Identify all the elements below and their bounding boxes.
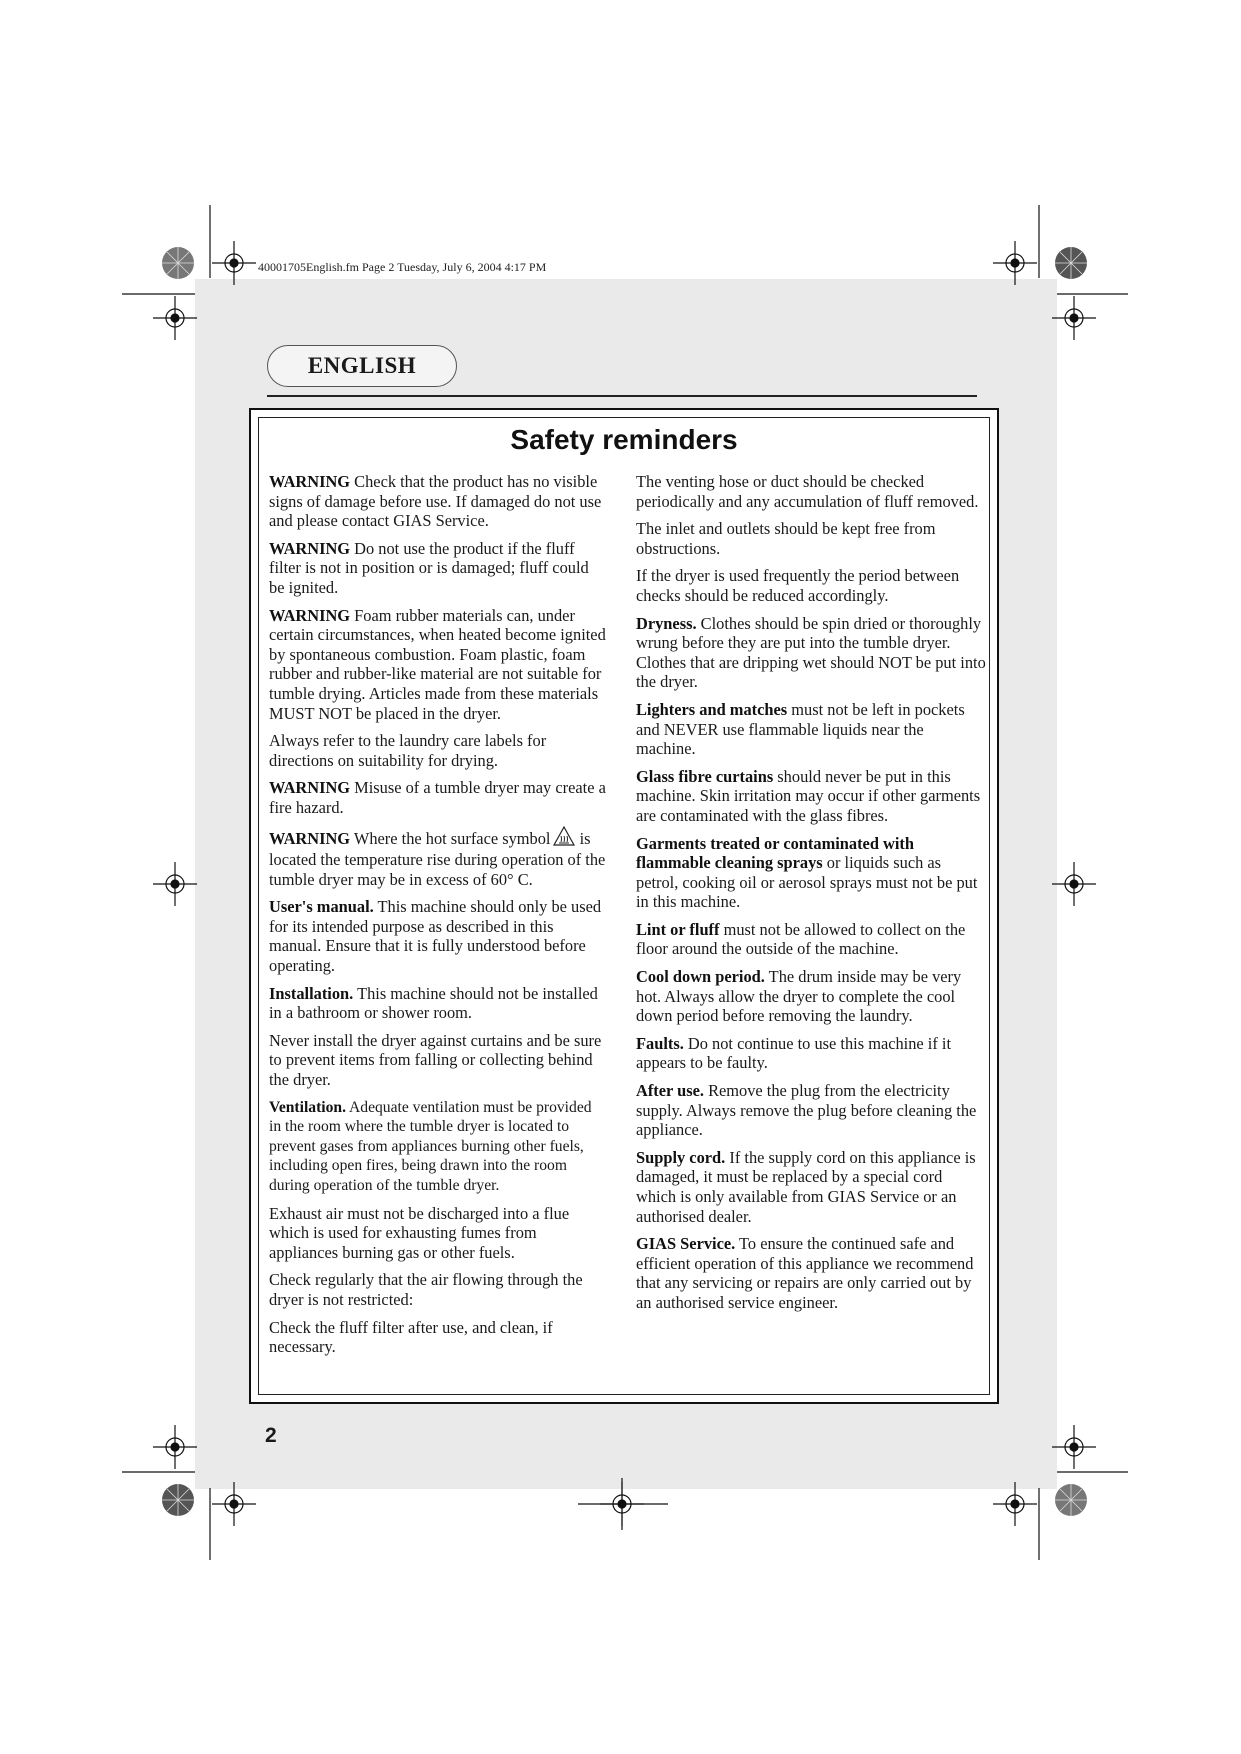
hot-surface-icon [553, 826, 575, 851]
paragraph-text: Never install the dryer against curtains and be sure to prevent items from falling or collecting behind the dryer. [269, 1030, 602, 1090]
paragraph-lead: Cool down period. [636, 967, 765, 987]
paragraph [269, 1270, 607, 1309]
safety-box [249, 408, 999, 1404]
language-tab [267, 345, 457, 387]
paragraph-lead: WARNING [269, 472, 351, 491]
left-column [269, 472, 607, 1365]
paragraph-lead: Dryness. [636, 613, 697, 633]
paragraph-text: should never be put in this machine. Skin irritation may occur if other garments are contaminated with the glass fibres. [636, 766, 981, 825]
page-number: 2 [265, 1424, 277, 1447]
print-slug: 40001705English.fm Page 2 Tuesday, July 6, 2004 4:17 PM [258, 260, 547, 274]
paragraph [269, 1318, 607, 1357]
paragraph-text: Do not continue to use this machine if it appears to be faulty. [636, 1033, 952, 1073]
paragraph-text: Check regularly that the air flowing through the dryer is not restricted: [269, 1270, 583, 1309]
paragraph [269, 1031, 607, 1090]
paragraph [269, 897, 607, 975]
paragraph-text: If the dryer is used frequently the period between checks should be reduced accordingly. [636, 566, 960, 605]
paragraph [269, 472, 607, 531]
paragraph-lead: Faults. [636, 1033, 684, 1053]
paragraph-text: Misuse of a tumble dryer may create a fire hazard. [269, 778, 606, 817]
paragraph [636, 519, 986, 558]
paragraph-lead: Lighters and matches [636, 699, 788, 719]
paragraph-text: Do not use the product if the fluff filter is not in position or is damaged; fluff could be ignited. [269, 538, 589, 597]
paragraph-text: To ensure the continued safe and efficient operation of this appliance we recommend that any servicing or repairs are only carried out by an authorised service engineer. [636, 1234, 974, 1312]
paragraph-lead: WARNING [269, 828, 351, 848]
paragraph-text: The inlet and outlets should be kept free from obstructions. [636, 519, 936, 558]
paragraph-text: must not be allowed to collect on the floor around the outside of the machine. [636, 919, 966, 959]
paragraph [269, 1098, 607, 1196]
paragraph-text: Check the fluff filter after use, and clean, if necessary. [269, 1317, 553, 1357]
right-column [636, 472, 986, 1321]
paragraph [269, 1204, 607, 1263]
paragraph-text: Always refer to the laundry care labels for directions on suitability for drying. [269, 731, 547, 770]
paragraph-lead: Garments treated or contaminated with flammable cleaning sprays [636, 833, 914, 873]
paragraph-text: Foam rubber materials can, under certain circumstances, when heated become ignited by spontaneous combustion. Foam plastic, foam rubber and rubber-like material are not suitable for tumble drying. Articles made from these materials MUST NOT be placed in the dryer. [269, 605, 606, 723]
paragraph [636, 920, 986, 959]
paragraph-lead: Installation. [269, 983, 354, 1003]
paragraph-text: Exhaust air must not be discharged into a flue which is used for exhausting fumes from appliances burning gas or other fuels. [269, 1203, 570, 1262]
paragraph [636, 1234, 986, 1312]
paragraph-text: is located the temperature rise during operation of the tumble dryer may be in excess of 60° C. [269, 828, 606, 889]
paragraph [636, 566, 986, 605]
paragraph [636, 614, 986, 692]
header-rule [267, 395, 977, 397]
paragraph-lead: Lint or fluff [636, 919, 720, 939]
paragraph [636, 767, 986, 826]
paragraph-text: This machine should only be used for its intended purpose as described in this manual. Ensure that it is fully understood before operating. [269, 897, 602, 976]
paragraph [636, 1034, 986, 1073]
paragraph-lead: WARNING [269, 538, 351, 558]
paragraph [269, 731, 607, 770]
paragraph-text: This machine should not be installed in a bathroom or shower room. [269, 983, 598, 1023]
paragraph-lead: WARNING [269, 605, 351, 625]
paragraph-text: Where the hot surface symbol [350, 828, 551, 848]
paragraph [269, 984, 607, 1023]
paragraph [269, 539, 607, 598]
paragraph-text: Clothes should be spin dried or thoroughly wrung before they are put into the tumble dryer. Clothes that are dripping wet should NOT be put into the dryer. [636, 613, 986, 692]
paragraph [269, 826, 607, 890]
paragraph [636, 967, 986, 1026]
section-title: Safety reminders [510, 424, 738, 455]
paragraph-text: Remove the plug from the electricity supply. Always remove the plug before cleaning the appliance. [636, 1081, 977, 1140]
paragraph [269, 606, 607, 724]
paragraph-lead: Supply cord. [636, 1147, 726, 1167]
paragraph [636, 1081, 986, 1140]
paragraph [269, 778, 607, 817]
paragraph [636, 472, 986, 511]
paragraph-text: If the supply cord on this appliance is damaged, it must be replaced by a special cord which is only available from GIAS Service or an authorised dealer. [636, 1147, 976, 1226]
paragraph-lead: After use. [636, 1081, 704, 1101]
paragraph-text: or liquids such as petrol, cooking oil or aerosol sprays must not be put in this machine. [636, 853, 978, 912]
paragraph-text: must not be left in pockets and NEVER use flammable liquids near the machine. [636, 699, 965, 759]
paragraph-text: The venting hose or duct should be checked periodically and any accumulation of fluff removed. [636, 472, 979, 511]
paragraph-lead: Ventilation. [269, 1098, 346, 1116]
paragraph-text: Check that the product has no visible signs of damage before use. If damaged do not use and please contact GIAS Service. [269, 472, 602, 531]
paragraph [636, 834, 986, 912]
language-tab-label: ENGLISH [307, 353, 417, 378]
paragraph-text: Adequate ventilation must be provided in the room where the tumble dryer is located to prevent gases from appliances burning other fuels, including open fires, being drawn into the room during operation of the tumble dryer. [269, 1098, 592, 1194]
paragraph-lead: WARNING [269, 778, 351, 798]
paragraph [636, 1148, 986, 1226]
paragraph-lead: User's manual. [269, 897, 374, 917]
paragraph [636, 700, 986, 759]
paragraph-text: The drum inside may be very hot. Always allow the dryer to complete the cool down period before removing the laundry. [636, 967, 962, 1026]
paragraph-lead: Glass fibre curtains [636, 766, 774, 786]
paragraph-lead: GIAS Service. [636, 1234, 736, 1254]
